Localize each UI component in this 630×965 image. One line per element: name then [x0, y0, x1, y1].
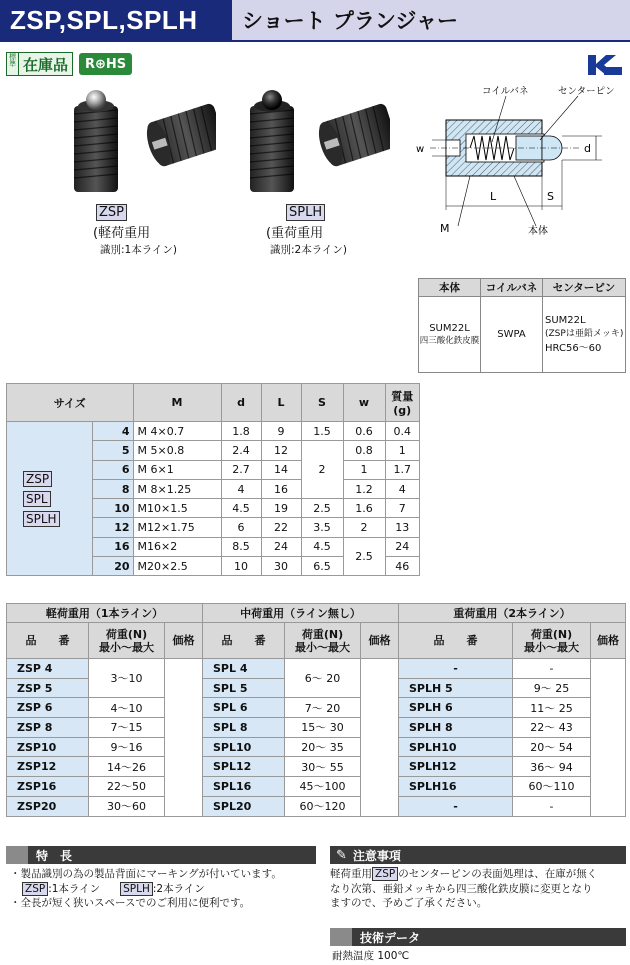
size-m: M 4×0.7 — [133, 422, 221, 441]
size-g: 1.7 — [385, 460, 420, 479]
mat-pin-line1: SUM22L — [545, 315, 586, 326]
stock-badge — [6, 52, 73, 76]
size-S: 2.5 — [301, 499, 343, 518]
table-row — [7, 659, 626, 679]
mass-unit: (g) — [393, 404, 412, 417]
size-L: 19 — [261, 499, 301, 518]
size-m: M 6×1 — [133, 460, 221, 479]
material-table — [418, 278, 626, 373]
medium-load: 45～100 — [285, 777, 361, 797]
notes-text — [330, 867, 626, 911]
product-title: ショート プランジャー — [232, 0, 630, 40]
table-row — [7, 698, 626, 718]
medium-code: SPL 4 — [203, 659, 285, 679]
body-label: 本体 — [528, 226, 548, 237]
size-table — [6, 383, 420, 576]
features-line1: ・製品識別の為の製品背面にマーキングが付いています。 — [10, 868, 282, 880]
size-m: M16×2 — [133, 537, 221, 556]
light-code: ZSP20 — [7, 796, 89, 816]
splh-code: SPLH — [286, 204, 325, 221]
size-L: 22 — [261, 518, 301, 537]
size-S: 4.5 — [301, 537, 343, 556]
light-code: ZSP16 — [7, 777, 89, 797]
series-splh: SPLH — [23, 511, 60, 527]
table-row — [7, 737, 626, 757]
size-d: 6 — [221, 518, 261, 537]
series-title: ZSP,SPL,SPLH — [0, 0, 232, 40]
size-S: 2 — [301, 441, 343, 499]
size-n: 8 — [93, 479, 134, 498]
size-L: 16 — [261, 479, 301, 498]
tech-header — [330, 928, 626, 946]
rohs-badge: R⊕HS — [79, 53, 132, 75]
col-code: 品 番 — [203, 623, 285, 659]
size-w: 1.6 — [343, 499, 385, 518]
col-load-label: 荷重(N) — [105, 627, 148, 641]
mat-header-body: 本体 — [419, 279, 481, 297]
coil-label: コイルバネ — [482, 86, 529, 97]
tech-title: 技術データ — [360, 930, 421, 945]
d-label: d — [584, 142, 591, 155]
L-header: L — [261, 384, 301, 422]
heavy-code: SPLH 5 — [399, 678, 513, 698]
medium-code: SPL 8 — [203, 718, 285, 738]
notes-pre: 軽荷重用 — [330, 868, 372, 880]
size-S: 6.5 — [301, 557, 343, 576]
heavy-code: - — [399, 796, 513, 816]
features-title: 特 長 — [36, 848, 73, 863]
heavy-load: 60～110 — [513, 777, 591, 797]
col-load-sub: 最小～最大 — [524, 640, 579, 654]
S-label: S — [547, 190, 554, 203]
size-g: 0.4 — [385, 422, 420, 441]
zsp-mark: 識別:1本ライン) — [100, 244, 177, 256]
size-w: 1 — [343, 460, 385, 479]
size-d: 4.5 — [221, 499, 261, 518]
mat-spring: SWPA — [481, 297, 543, 373]
series-cell — [7, 422, 93, 576]
mat-header-pin: センターピン — [543, 279, 626, 297]
features-bar — [6, 846, 28, 864]
load-body — [7, 659, 626, 817]
notes-line3: ますので、予めご了承ください。 — [330, 897, 488, 909]
badges — [6, 52, 132, 76]
col-load — [285, 623, 361, 659]
w-header: w — [343, 384, 385, 422]
mat-pin-line3: HRC56～60 — [545, 343, 602, 354]
notes-header — [330, 846, 626, 864]
features-zsp-text: :1本ライン — [48, 882, 101, 895]
col-price: 価格 — [591, 623, 626, 659]
medium-code: SPL 5 — [203, 678, 285, 698]
L-label: L — [490, 190, 497, 203]
heavy-code: SPLH10 — [399, 737, 513, 757]
medium-load: 60～120 — [285, 796, 361, 816]
zsp-desc: (軽荷重用 — [93, 226, 151, 241]
notes-line1-text: のセンターピンの表面処理は、在庫が無く — [398, 868, 598, 880]
notes-line2: なり次第、亜鉛メッキから四三酸化鉄皮膜に変更となり — [330, 882, 593, 895]
light-load: 3～10 — [89, 659, 165, 698]
size-header: サイズ — [7, 384, 134, 422]
page-header — [0, 0, 630, 42]
size-S: 1.5 — [301, 422, 343, 441]
kipp-logo — [584, 52, 624, 78]
light-code: ZSP 4 — [7, 659, 89, 679]
zsp-photo — [66, 84, 216, 202]
size-g: 1 — [385, 441, 420, 460]
size-g: 13 — [385, 518, 420, 537]
size-m: M20×2.5 — [133, 557, 221, 576]
size-n: 6 — [93, 460, 134, 479]
features-header — [6, 846, 316, 864]
size-w: 2.5 — [343, 537, 385, 576]
col-load — [89, 623, 165, 659]
col-load-sub: 最小～最大 — [295, 640, 350, 654]
group-heavy: 重荷重用（2本ライン） — [399, 604, 626, 623]
splh-mark: 識別:2本ライン) — [270, 244, 347, 256]
splh-photo — [240, 84, 390, 202]
size-S: 3.5 — [301, 518, 343, 537]
light-price — [165, 659, 203, 817]
size-g: 24 — [385, 537, 420, 556]
size-d: 1.8 — [221, 422, 261, 441]
size-g: 46 — [385, 557, 420, 576]
zsp-code: ZSP — [96, 204, 127, 221]
size-g: 4 — [385, 479, 420, 498]
notes-line1 — [330, 867, 626, 882]
mass-header — [385, 384, 420, 422]
table-row — [7, 796, 626, 816]
standard-label: 標準 — [7, 53, 19, 75]
size-n: 10 — [93, 499, 134, 518]
size-d: 10 — [221, 557, 261, 576]
w-label: w — [416, 144, 425, 155]
size-n: 5 — [93, 441, 134, 460]
table-row — [7, 718, 626, 738]
col-load-label: 荷重(N) — [301, 627, 344, 641]
features-text — [10, 867, 320, 911]
stock-label: 在庫品 — [23, 55, 69, 74]
features-line2 — [10, 882, 320, 897]
medium-code: SPL10 — [203, 737, 285, 757]
size-L: 9 — [261, 422, 301, 441]
mat-body-line2: 四三酸化鉄皮膜 — [419, 336, 480, 346]
size-d: 4 — [221, 479, 261, 498]
size-d: 8.5 — [221, 537, 261, 556]
heavy-load: 9～ 25 — [513, 678, 591, 698]
S-header: S — [301, 384, 343, 422]
size-L: 12 — [261, 441, 301, 460]
m-header: M — [133, 384, 221, 422]
heavy-load: 11～ 25 — [513, 698, 591, 718]
size-n: 12 — [93, 518, 134, 537]
col-price: 価格 — [361, 623, 399, 659]
size-L: 30 — [261, 557, 301, 576]
size-w: 0.6 — [343, 422, 385, 441]
splh-label — [286, 205, 325, 220]
heavy-load: 36～ 94 — [513, 757, 591, 777]
medium-code: SPL20 — [203, 796, 285, 816]
medium-load: 30～ 55 — [285, 757, 361, 777]
medium-load: 6～ 20 — [285, 659, 361, 698]
tech-text: 耐熱温度 100℃ — [332, 950, 410, 962]
col-price: 価格 — [165, 623, 203, 659]
mat-pin-line2: (ZSPは亜鉛メッキ) — [545, 329, 624, 339]
size-m: M12×1.75 — [133, 518, 221, 537]
light-load: 7～15 — [89, 718, 165, 738]
heavy-code: SPLH 8 — [399, 718, 513, 738]
col-code: 品 番 — [7, 623, 89, 659]
heavy-load: 20～ 54 — [513, 737, 591, 757]
light-load: 4～10 — [89, 698, 165, 718]
light-code: ZSP 5 — [7, 678, 89, 698]
heavy-load: 22～ 43 — [513, 718, 591, 738]
M-label: M — [440, 222, 450, 235]
medium-load: 20～ 35 — [285, 737, 361, 757]
col-code: 品 番 — [399, 623, 513, 659]
mat-pin — [543, 297, 626, 373]
size-w: 0.8 — [343, 441, 385, 460]
size-L: 24 — [261, 537, 301, 556]
light-load: 14～26 — [89, 757, 165, 777]
features-line3: ・全長が短く狭いスペースでのご利用に便利です。 — [10, 897, 251, 909]
light-code: ZSP12 — [7, 757, 89, 777]
medium-code: SPL 6 — [203, 698, 285, 718]
table-row — [7, 777, 626, 797]
heavy-code: SPLH12 — [399, 757, 513, 777]
dimension-diagram — [410, 82, 626, 242]
size-n: 16 — [93, 537, 134, 556]
pin-label: センターピン — [558, 86, 615, 97]
notes-code: ZSP — [372, 867, 398, 881]
size-m: M10×1.5 — [133, 499, 221, 518]
medium-price — [361, 659, 399, 817]
d-header: d — [221, 384, 261, 422]
col-load-label: 荷重(N) — [530, 627, 573, 641]
features-zsp: ZSP — [22, 882, 48, 896]
load-table — [6, 603, 626, 817]
light-code: ZSP 6 — [7, 698, 89, 718]
group-light: 軽荷重用（1本ライン） — [7, 604, 203, 623]
size-w: 2 — [343, 518, 385, 537]
features-splh: SPLH — [120, 882, 153, 896]
light-load: 30～60 — [89, 796, 165, 816]
series-spl: SPL — [23, 491, 51, 507]
group-medium: 中荷重用（ライン無し） — [203, 604, 399, 623]
size-n: 4 — [93, 422, 134, 441]
size-L: 14 — [261, 460, 301, 479]
heavy-code: - — [399, 659, 513, 679]
light-load: 22～50 — [89, 777, 165, 797]
size-m: M 5×0.8 — [133, 441, 221, 460]
mass-label: 質量 — [391, 390, 414, 403]
splh-desc: (重荷重用 — [266, 226, 324, 241]
pen-icon: ✎ — [336, 847, 347, 863]
size-g: 7 — [385, 499, 420, 518]
light-code: ZSP10 — [7, 737, 89, 757]
medium-code: SPL12 — [203, 757, 285, 777]
mat-header-spring: コイルバネ — [481, 279, 543, 297]
medium-load: 15～ 30 — [285, 718, 361, 738]
size-w: 1.2 — [343, 479, 385, 498]
notes-title: 注意事項 — [352, 848, 401, 863]
heavy-code: SPLH16 — [399, 777, 513, 797]
light-code: ZSP 8 — [7, 718, 89, 738]
size-n: 20 — [93, 557, 134, 576]
medium-code: SPL16 — [203, 777, 285, 797]
series-zsp: ZSP — [23, 471, 52, 487]
heavy-load: - — [513, 796, 591, 816]
col-load — [513, 623, 591, 659]
size-d: 2.4 — [221, 441, 261, 460]
heavy-price — [591, 659, 626, 817]
mat-body-line1: SUM22L — [429, 323, 470, 334]
tech-bar — [330, 928, 352, 946]
features-splh-text: :2本ライン — [152, 882, 205, 895]
col-load-sub: 最小～最大 — [99, 640, 154, 654]
zsp-label — [96, 205, 127, 220]
size-m: M 8×1.25 — [133, 479, 221, 498]
light-load: 9～16 — [89, 737, 165, 757]
heavy-load: - — [513, 659, 591, 679]
medium-load: 7～ 20 — [285, 698, 361, 718]
heavy-code: SPLH 6 — [399, 698, 513, 718]
size-d: 2.7 — [221, 460, 261, 479]
mat-body — [419, 297, 481, 373]
table-row — [7, 757, 626, 777]
